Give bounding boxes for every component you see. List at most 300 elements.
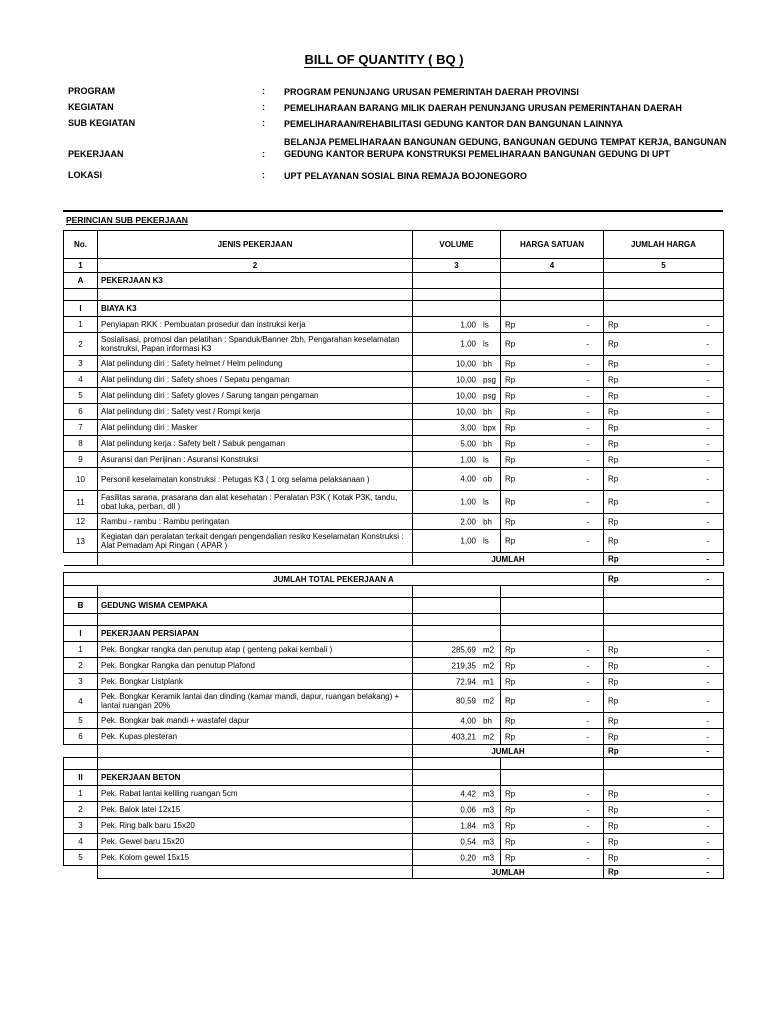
blank-row xyxy=(64,586,724,598)
table-row xyxy=(64,436,724,452)
volume-value: 10,00 xyxy=(455,359,476,368)
item-volume xyxy=(413,468,501,491)
item-no: 7 xyxy=(64,420,98,436)
currency-label: Rp xyxy=(608,391,619,400)
item-volume xyxy=(413,333,501,356)
item-desc: Asuransi dan Perijinan : Asuransi Konstruksi xyxy=(98,452,413,468)
volume-value: 1,00 xyxy=(460,497,476,507)
header-harga: HARGA SATUAN xyxy=(501,231,604,259)
amount-value: - xyxy=(706,455,709,464)
item-no: 2 xyxy=(64,802,98,818)
table-row xyxy=(64,452,724,468)
volume-value: 1,84 xyxy=(460,821,476,830)
amount-value: - xyxy=(706,359,709,368)
subtotal-label: JUMLAH xyxy=(413,745,604,758)
table-row xyxy=(64,642,724,658)
item-no: 2 xyxy=(64,333,98,356)
total-price xyxy=(604,333,724,356)
volume-value: 5,00 xyxy=(460,439,476,448)
volume-unit: ls xyxy=(483,339,489,349)
currency-label: Rp xyxy=(505,837,516,846)
total-price xyxy=(604,468,724,491)
volume-unit: m2 xyxy=(483,645,495,654)
unit-price xyxy=(501,802,604,818)
item-no: 4 xyxy=(64,834,98,850)
info-sub-kegiatan: SUB KEGIATAN : PEMELIHARAAN/REHABILITASI GEDUNG KANTOR DAN BANGUNAN LAINNYA xyxy=(68,118,623,129)
volume-value: 72,94 xyxy=(455,677,476,686)
amount-value: - xyxy=(586,375,589,384)
amount-value: - xyxy=(706,375,709,384)
total-price xyxy=(604,658,724,674)
table-row xyxy=(64,388,724,404)
amount-value: - xyxy=(586,837,589,846)
volume-unit: m3 xyxy=(483,821,495,830)
currency-label: Rp xyxy=(608,536,619,546)
item-desc: Pek. Ring balk baru 15x20 xyxy=(98,818,413,834)
volume-value: 1,00 xyxy=(460,536,476,546)
unit-price xyxy=(501,491,604,514)
currency-label: Rp xyxy=(608,716,619,725)
amount-value: - xyxy=(706,805,709,814)
amount-value: - xyxy=(706,497,709,507)
volume-value: 403,21 xyxy=(451,732,476,741)
volume-unit: m2 xyxy=(483,661,495,670)
table-row xyxy=(64,404,724,420)
row-title: BIAYA K3 xyxy=(98,301,413,317)
row-code: B xyxy=(64,598,98,614)
unit-price xyxy=(501,468,604,491)
item-volume xyxy=(413,404,501,420)
volume-value: 4,00 xyxy=(460,474,476,484)
header-divider xyxy=(63,210,723,212)
item-desc: Pek. Balok latei 12x15 xyxy=(98,802,413,818)
total-price xyxy=(604,530,724,553)
item-volume xyxy=(413,658,501,674)
currency-label: Rp xyxy=(505,716,516,725)
total-price xyxy=(604,491,724,514)
item-desc: Alat pelindung diri : Safety gloves / Sarung tangan pengaman xyxy=(98,388,413,404)
volume-value: 0,54 xyxy=(460,837,476,846)
volume-value: 1,00 xyxy=(460,339,476,349)
item-no: 6 xyxy=(64,404,98,420)
item-desc: Pek. Bongkar bak mandi + wastafel dapur xyxy=(98,713,413,729)
total-price xyxy=(604,690,724,713)
beton-row xyxy=(64,770,724,786)
amount-value: - xyxy=(586,821,589,830)
total-price xyxy=(604,420,724,436)
table-row xyxy=(64,690,724,713)
unit-price xyxy=(501,674,604,690)
volume-value: 4,42 xyxy=(460,789,476,798)
item-volume xyxy=(413,317,501,333)
amount-value: - xyxy=(586,645,589,654)
item-volume xyxy=(413,690,501,713)
total-price xyxy=(604,452,724,468)
currency-label: Rp xyxy=(608,837,619,846)
table-row xyxy=(64,834,724,850)
currency-label: Rp xyxy=(505,375,516,384)
currency-label: Rp xyxy=(505,805,516,814)
total-price xyxy=(604,642,724,658)
amount-value: - xyxy=(586,455,589,464)
unit-price xyxy=(501,729,604,745)
amount-value: - xyxy=(706,661,709,670)
total-price xyxy=(604,713,724,729)
info-pekerjaan: PEKERJAAN : BELANJA PEMELIHARAAN BANGUNAN GEDUNG, BANGUNAN GEDUNG TEMPAT KERJA, BANGUNAN GEDUNG KANTOR BERUPA KONSTRUKSI PEMELIHARAAN BANGUNAN GEDUNG DI UPT xyxy=(68,137,727,159)
table-row xyxy=(64,729,724,745)
volume-unit: ls xyxy=(483,320,489,329)
amount-value: - xyxy=(586,696,589,706)
volume-value: 0,06 xyxy=(460,805,476,814)
amount-value: - xyxy=(586,391,589,400)
section-a-row xyxy=(64,273,724,289)
currency-label: Rp xyxy=(505,497,516,507)
total-price xyxy=(604,514,724,530)
item-desc: Pek. Bongkar Rangka dan penutup Plafond xyxy=(98,658,413,674)
subtotal-amount: Rp - xyxy=(604,866,724,879)
item-no: 8 xyxy=(64,436,98,452)
amount-value: - xyxy=(586,359,589,368)
table-row xyxy=(64,713,724,729)
volume-value: 80,59 xyxy=(455,696,476,706)
currency-label: Rp xyxy=(608,677,619,686)
volume-unit: m2 xyxy=(483,696,495,706)
amount-value: - xyxy=(706,536,709,546)
currency-label: Rp xyxy=(608,474,619,484)
amount-value: - xyxy=(586,677,589,686)
row-title: PEKERJAAN K3 xyxy=(98,273,413,289)
volume-unit: psg xyxy=(483,375,496,384)
currency-label: Rp xyxy=(505,696,516,706)
item-desc: Alat pelindung diri : Safety vest / Rompi kerja xyxy=(98,404,413,420)
row-title: PEKERJAAN BETON xyxy=(98,770,413,786)
info-lokasi: LOKASI : UPT PELAYANAN SOSIAL BINA REMAJA BOJONEGORO xyxy=(68,170,528,181)
item-desc: Kegiatan dan peralatan terkait dengan pengendalian resiko Keselamatan Konstruksi : Alat Pemadam Api Ringan ( APAR ) xyxy=(98,530,413,553)
unit-price xyxy=(501,642,604,658)
subtotal-row xyxy=(64,866,724,879)
table-row xyxy=(64,420,724,436)
unit-price xyxy=(501,514,604,530)
currency-label: Rp xyxy=(608,339,619,349)
volume-unit: m3 xyxy=(483,805,495,814)
item-volume xyxy=(413,729,501,745)
amount-value: - xyxy=(586,853,589,862)
amount-value: - xyxy=(586,536,589,546)
item-volume xyxy=(413,713,501,729)
amount-value: - xyxy=(706,339,709,349)
amount-value: - xyxy=(706,439,709,448)
row-title: PEKERJAAN PERSIAPAN xyxy=(98,626,413,642)
unit-price xyxy=(501,530,604,553)
total-price xyxy=(604,372,724,388)
amount-value: - xyxy=(586,407,589,416)
currency-label: Rp xyxy=(608,805,619,814)
item-desc: Pek. Bongkar Listplank xyxy=(98,674,413,690)
row-code: I xyxy=(64,301,98,317)
unit-price xyxy=(501,452,604,468)
item-volume xyxy=(413,452,501,468)
currency-label: Rp xyxy=(505,732,516,741)
item-desc: Pek. Rabat lantai keliling ruangan 5cm xyxy=(98,786,413,802)
amount-value: - xyxy=(706,732,709,741)
table-row xyxy=(64,530,724,553)
volume-unit: bh xyxy=(483,359,492,368)
currency-label: Rp xyxy=(505,391,516,400)
currency-label: Rp xyxy=(608,821,619,830)
table-row xyxy=(64,468,724,491)
item-no: 13 xyxy=(64,530,98,553)
item-desc: Penyiapan RKK : Pembuatan prosedur dan instruksi kerja xyxy=(98,317,413,333)
amount-value: - xyxy=(586,439,589,448)
info-kegiatan: KEGIATAN : PEMELIHARAAN BARANG MILIK DAERAH PENUNJANG URUSAN PEMERINTAHAN DAERAH xyxy=(68,102,682,113)
item-no: 4 xyxy=(64,690,98,713)
item-desc: Personil keselamatan konstruksi : Petugas K3 ( 1 org selama pelaksanaan ) xyxy=(98,468,413,491)
item-volume xyxy=(413,530,501,553)
unit-price xyxy=(501,834,604,850)
amount-value: - xyxy=(706,821,709,830)
amount-value: - xyxy=(706,853,709,862)
column-number-row: 1 2 3 4 5 xyxy=(64,259,724,273)
amount-value: - xyxy=(586,732,589,741)
blank-row xyxy=(64,758,724,770)
table-row xyxy=(64,317,724,333)
unit-price xyxy=(501,436,604,452)
volume-value: 10,00 xyxy=(455,391,476,400)
table-header-row xyxy=(64,231,724,259)
currency-label: Rp xyxy=(505,439,516,448)
volume-unit: m3 xyxy=(483,853,495,862)
amount-value: - xyxy=(706,407,709,416)
volume-unit: m3 xyxy=(483,837,495,846)
item-desc: Pek. Gewel baru 15x20 xyxy=(98,834,413,850)
item-no: 9 xyxy=(64,452,98,468)
item-no: 5 xyxy=(64,388,98,404)
table-row xyxy=(64,674,724,690)
amount-value: - xyxy=(586,497,589,507)
volume-unit: bpx xyxy=(483,423,496,432)
grand-total-label: JUMLAH TOTAL PEKERJAAN A xyxy=(64,573,604,586)
subtotal-row xyxy=(64,553,724,566)
currency-label: Rp xyxy=(505,677,516,686)
volume-unit: psg xyxy=(483,391,496,400)
currency-label: Rp xyxy=(608,517,619,526)
currency-label: Rp xyxy=(608,359,619,368)
item-no: 1 xyxy=(64,642,98,658)
amount-value: - xyxy=(706,645,709,654)
table-row xyxy=(64,491,724,514)
item-volume xyxy=(413,436,501,452)
item-no: 5 xyxy=(64,850,98,866)
currency-label: Rp xyxy=(608,423,619,432)
currency-label: Rp xyxy=(505,645,516,654)
item-volume xyxy=(413,356,501,372)
volume-unit: ls xyxy=(483,497,489,507)
amount-value: - xyxy=(586,423,589,432)
item-desc: Fasilitas sarana, prasarana dan alat kesehatan : Peralatan P3K ( Kotak P3K, tandu, obat luka, perban, dll ) xyxy=(98,491,413,514)
total-price xyxy=(604,786,724,802)
total-price xyxy=(604,436,724,452)
volume-unit: m1 xyxy=(483,677,495,686)
item-desc: Alat pelindung diri : Safety shoes / Sepatu pengaman xyxy=(98,372,413,388)
section-b-row xyxy=(64,598,724,614)
subtotal-row xyxy=(64,745,724,758)
item-volume xyxy=(413,834,501,850)
amount-value: - xyxy=(586,339,589,349)
amount-value: - xyxy=(706,716,709,725)
currency-label: Rp xyxy=(505,339,516,349)
amount-value: - xyxy=(706,696,709,706)
item-desc: Rambu - rambu : Rambu peringatan xyxy=(98,514,413,530)
volume-unit: ls xyxy=(483,536,489,546)
item-no: 4 xyxy=(64,372,98,388)
currency-label: Rp xyxy=(608,320,619,329)
item-volume xyxy=(413,818,501,834)
item-volume xyxy=(413,802,501,818)
row-code: A xyxy=(64,273,98,289)
currency-label: Rp xyxy=(608,407,619,416)
volume-value: 3,00 xyxy=(460,423,476,432)
currency-label: Rp xyxy=(608,455,619,464)
total-price xyxy=(604,850,724,866)
total-price xyxy=(604,388,724,404)
total-price xyxy=(604,834,724,850)
volume-value: 219,35 xyxy=(451,661,476,670)
item-desc: Alat pelindung kerja : Safety belt / Sabuk pengaman xyxy=(98,436,413,452)
table-row xyxy=(64,850,724,866)
item-volume xyxy=(413,514,501,530)
currency-label: Rp xyxy=(608,732,619,741)
boq-table xyxy=(63,230,724,879)
subtotal-label: JUMLAH xyxy=(413,553,604,566)
header-jenis: JENIS PEKERJAAN xyxy=(98,231,413,259)
volume-unit: ob xyxy=(483,474,492,484)
row-code: II xyxy=(64,770,98,786)
currency-label: Rp xyxy=(608,853,619,862)
currency-label: Rp xyxy=(608,661,619,670)
volume-unit: ls xyxy=(483,455,489,464)
item-volume xyxy=(413,420,501,436)
item-no: 6 xyxy=(64,729,98,745)
subtotal-amount: Rp - xyxy=(604,553,724,566)
item-volume xyxy=(413,388,501,404)
item-volume xyxy=(413,491,501,514)
amount-value: - xyxy=(586,805,589,814)
blank-row xyxy=(64,289,724,301)
subtotal-amount: Rp - xyxy=(604,745,724,758)
item-desc: Pek. Bongkar Keramik lantai dan dinding (kamar mandi, dapur, ruangan belakang) + lantai ruangan 20% xyxy=(98,690,413,713)
amount-value: - xyxy=(706,474,709,484)
table-row xyxy=(64,658,724,674)
currency-label: Rp xyxy=(608,375,619,384)
currency-label: Rp xyxy=(505,853,516,862)
volume-unit: bh xyxy=(483,716,492,725)
amount-value: - xyxy=(586,474,589,484)
currency-label: Rp xyxy=(505,320,516,329)
item-desc: Sosialisasi, promosi dan pelatihan : Spanduk/Banner 2bh, Pengarahan keselamatan konstruksi, Papan informasi K3 xyxy=(98,333,413,356)
amount-value: - xyxy=(586,661,589,670)
total-price xyxy=(604,674,724,690)
currency-label: Rp xyxy=(505,455,516,464)
currency-label: Rp xyxy=(505,517,516,526)
currency-label: Rp xyxy=(608,645,619,654)
item-no: 12 xyxy=(64,514,98,530)
amount-value: - xyxy=(706,320,709,329)
currency-label: Rp xyxy=(608,439,619,448)
volume-value: 10,00 xyxy=(455,407,476,416)
item-volume xyxy=(413,850,501,866)
volume-value: 1,00 xyxy=(460,455,476,464)
amount-value: - xyxy=(586,789,589,798)
table-row xyxy=(64,333,724,356)
total-price xyxy=(604,729,724,745)
item-no: 2 xyxy=(64,658,98,674)
row-title: GEDUNG WISMA CEMPAKA xyxy=(98,598,413,614)
item-no: 3 xyxy=(64,674,98,690)
unit-price xyxy=(501,388,604,404)
volume-unit: bh xyxy=(483,439,492,448)
currency-label: Rp xyxy=(608,789,619,798)
unit-price xyxy=(501,372,604,388)
total-price xyxy=(604,404,724,420)
total-price xyxy=(604,317,724,333)
table-row xyxy=(64,372,724,388)
persiapan-row xyxy=(64,626,724,642)
blank-row xyxy=(64,614,724,626)
volume-value: 2,00 xyxy=(460,517,476,526)
amount-value: - xyxy=(706,423,709,432)
item-no: 3 xyxy=(64,818,98,834)
item-desc: Pek. Kolom gewel 15x15 xyxy=(98,850,413,866)
table-row xyxy=(64,802,724,818)
volume-unit: m2 xyxy=(483,732,495,741)
unit-price xyxy=(501,356,604,372)
item-volume xyxy=(413,786,501,802)
currency-label: Rp xyxy=(608,696,619,706)
unit-price xyxy=(501,317,604,333)
unit-price xyxy=(501,333,604,356)
currency-label: Rp xyxy=(505,407,516,416)
header-jumlah: JUMLAH HARGA xyxy=(604,231,724,259)
table-row xyxy=(64,514,724,530)
currency-label: Rp xyxy=(505,359,516,368)
amount-value: - xyxy=(586,716,589,725)
currency-label: Rp xyxy=(505,536,516,546)
currency-label: Rp xyxy=(608,497,619,507)
currency-label: Rp xyxy=(505,821,516,830)
unit-price xyxy=(501,658,604,674)
table-row xyxy=(64,356,724,372)
document-title: BILL OF QUANTITY ( BQ ) xyxy=(304,52,464,67)
volume-value: 4,00 xyxy=(460,716,476,725)
volume-value: 0,20 xyxy=(460,853,476,862)
amount-value: - xyxy=(586,320,589,329)
amount-value: - xyxy=(706,837,709,846)
amount-value: - xyxy=(706,517,709,526)
item-desc: Pek. Bongkar rangka dan penutup atap ( genteng pakai kembali ) xyxy=(98,642,413,658)
unit-price xyxy=(501,404,604,420)
total-price xyxy=(604,356,724,372)
item-desc: Alat pelindung diri : Masker xyxy=(98,420,413,436)
currency-label: Rp xyxy=(505,661,516,670)
item-no: 10 xyxy=(64,468,98,491)
unit-price xyxy=(501,420,604,436)
volume-value: 10,00 xyxy=(455,375,476,384)
currency-label: Rp xyxy=(505,474,516,484)
volume-value: 285,69 xyxy=(451,645,476,654)
volume-value: 1,00 xyxy=(460,320,476,329)
currency-label: Rp xyxy=(505,789,516,798)
total-price xyxy=(604,818,724,834)
